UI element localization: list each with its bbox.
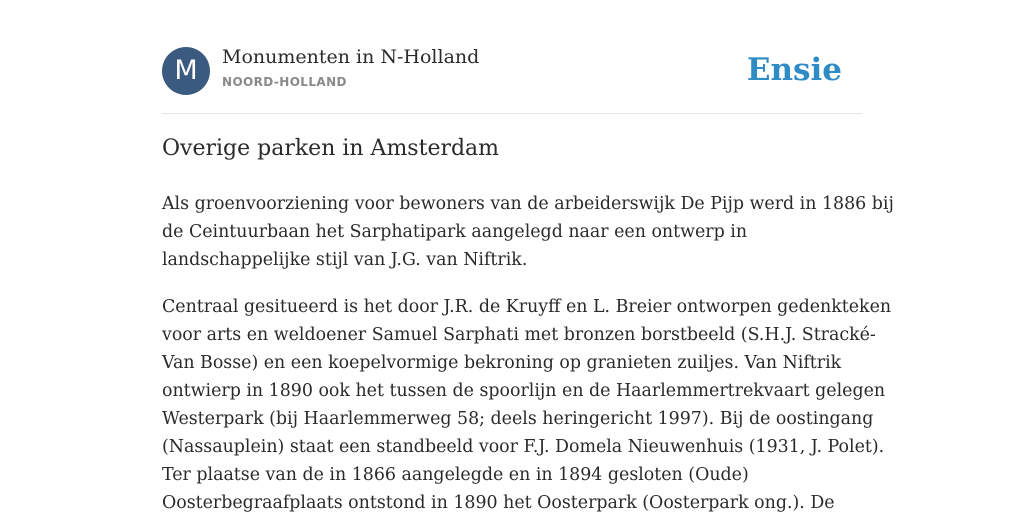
text-line: Van Bosse) en een koepelvormige bekroning op granieten zuiljes. Van Niftrik bbox=[162, 353, 842, 373]
text-line: ontwierp in 1890 ook het tussen de spoorlijn en de Haarlemmertrekvaart gelegen bbox=[162, 381, 886, 401]
author-region: NOORD-HOLLAND bbox=[222, 75, 347, 89]
header bbox=[162, 46, 862, 96]
text-line: de Ceintuurbaan het Sarphatipark aangelegd naar een ontwerp in bbox=[162, 222, 748, 242]
divider bbox=[162, 113, 862, 114]
text-line: Als groenvoorziening voor bewoners van de arbeiderswijk De Pijp werd in 1886 bij bbox=[162, 194, 894, 214]
author-name[interactable]: Monumenten in N-Holland bbox=[222, 46, 480, 68]
page-title: Overige parken in Amsterdam bbox=[162, 136, 500, 161]
paragraph-2 bbox=[162, 293, 892, 512]
text-line: voor arts en weldoener Samuel Sarphati met bronzen borstbeeld (S.H.J. Stracké- bbox=[162, 325, 876, 345]
text-line: Westerpark (bij Haarlemmerweg 58; deels heringericht 1997). Bij de oostingang bbox=[162, 409, 874, 429]
brand-logo[interactable]: Ensie bbox=[746, 52, 842, 88]
text-line: Centraal gesitueerd is het door J.R. de Kruyff en L. Breier ontworpen gedenkteken bbox=[162, 297, 892, 317]
text-line: Oosterbegraafplaats ontstond in 1890 het Oosterpark (Oosterpark ong.). De bbox=[162, 493, 835, 512]
article-body bbox=[162, 190, 894, 512]
text-line: (Nassauplein) staat een standbeeld voor F.J. Domela Nieuwenhuis (1931, J. Polet). bbox=[162, 437, 885, 457]
text-line: landschappelijke stijl van J.G. van Niftrik. bbox=[162, 250, 528, 270]
paragraph-1 bbox=[162, 190, 894, 274]
avatar[interactable]: M bbox=[162, 47, 210, 95]
text-line: Ter plaatse van de in 1866 aangelegde en in 1894 gesloten (Oude) bbox=[162, 465, 749, 485]
